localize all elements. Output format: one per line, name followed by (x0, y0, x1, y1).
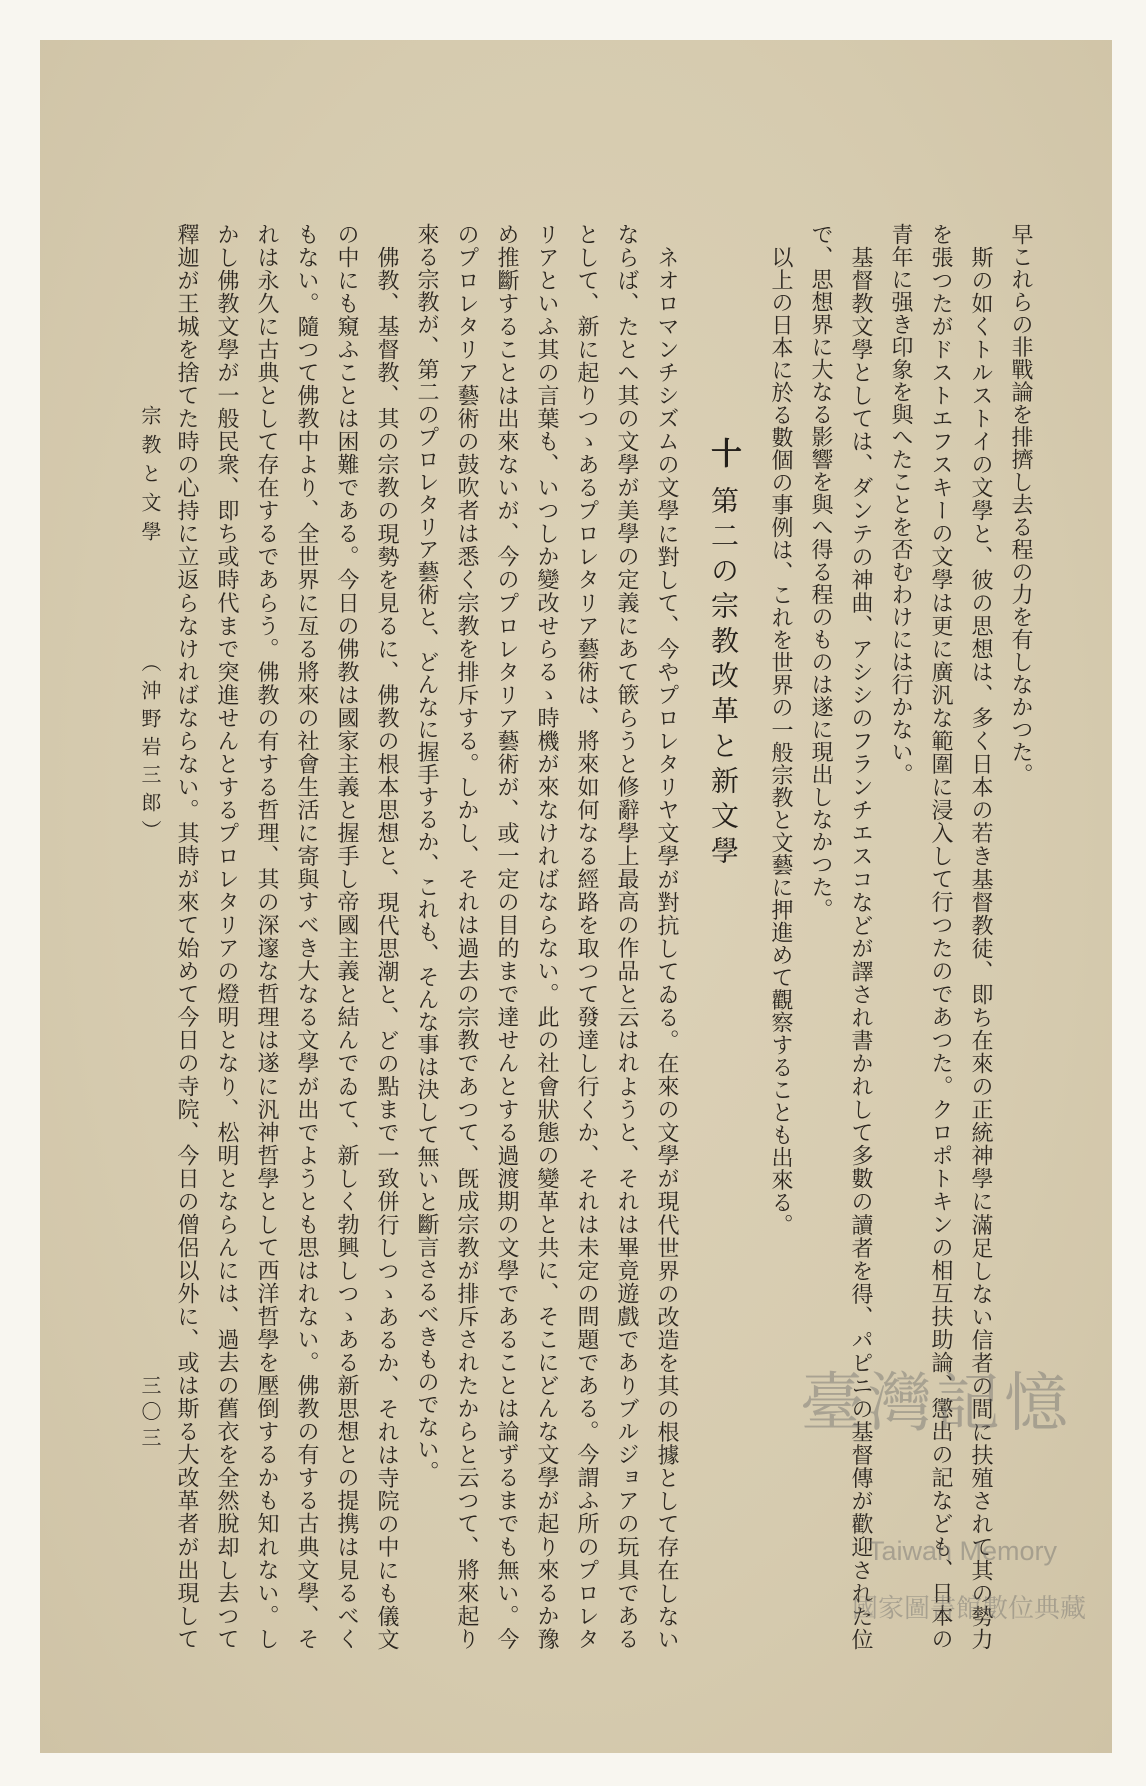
text-column: で、思想界に大なる影響を與へ得る程のものは遂に現出しなかつた。 (808, 223, 833, 921)
section-title: 第二の宗教改革と新文學 (707, 486, 740, 871)
running-title: 宗教と文學 (138, 405, 162, 550)
text-column: れは永久に古典として存在するであらう。佛教の有する哲理、其の深邃な哲理は遂に汎神哲學として西洋哲學を壓倒するかも知れない。し (254, 223, 279, 1650)
text-column: として、新に起りつゝあるプロレタリア藝術は、將來如何なる經路を取つて發達し行くか、それは未定の問題である。今謂ふ所のプロレタ (574, 223, 599, 1650)
text-column: ネオロマンチシズムの文學に對して、今やプロレタリヤ文學が對抗してゐる。在來の文學が現代世界の改造を其の根據として存在しない (654, 245, 679, 1650)
text-column: のプロレタリア藝術の鼓吹者は悉く宗教を排斥する。しかし、それは過去の宗教であつて、旣成宗教が排斥されたからと云つて、將來起り (454, 223, 479, 1650)
page-number: 三〇三 (138, 1375, 162, 1453)
text-column: の中にも窺ふことは困難である。今日の佛教は國家主義と握手し帝國主義と結んでゐて、新しく勃興しつゝある新思想との提携は見るべく (334, 223, 359, 1650)
section-number: 十 (705, 437, 741, 468)
watermark-english: Taiwan Memory (868, 1536, 1058, 1566)
text-column: 佛教、基督教、其の宗教の現勢を見るに、佛教の根本思想と、現代思潮と、どの點まで一致併行しつゝあるか、それは寺院の中にも儀文 (374, 245, 399, 1650)
watermark-institution: 國家圖書館數位典藏 (852, 1594, 1087, 1624)
text-column: 基督教文學としては、ダンテの神曲、アシシのフランチエスコなどが譯され書かれして多數の讀者を得、パピニの基督傳が歡迎された位 (848, 245, 873, 1650)
text-column: め推斷することは出來ないが、今のプロレタリア藝術が、或一定の目的まで達せんとする過渡期の文學であることは論ずるまでも無い。今 (494, 223, 519, 1650)
text-column: 來る宗教が、第二のプロレタリア藝術と、どんなに握手するか、これも、そんな事は決して無いと斷言さるべきものでない。 (414, 223, 439, 1483)
text-column: かし佛教文學が一般民衆、即ち或時代まで突進せんとするプロレタリアの燈明となり、松明とならんには、過去の舊衣を全然脫却し去つて (214, 223, 239, 1650)
text-column: 青年に强き印象を與へたことを否むわけには行かない。 (888, 223, 913, 786)
text-column: ならば、たとへ其の文學が美學の定義にあて篏らうと修辭學上最高の作品と云はれようと、それは畢竟遊戲でありブルジョアの玩具である (614, 223, 639, 1650)
author-name: （沖野岩三郎） (138, 652, 162, 848)
text-column: 釋迦が王城を捨てた時の心持に立返らなければならない。其時が來て始めて今日の寺院、今日の僧侶以外に、或は斯る大改革者が出現して (174, 223, 199, 1650)
text-column: を張つたがドストエフスキーの文學は更に廣汎な範圍に浸入して行つたのであつた。クロポトキンの相互扶助論、懲出の記なども、日本の (928, 223, 953, 1650)
text-column: 以上の日本に於る數個の事例は、これを世界の一般宗教と文藝に押進めて觀察することも出來る。 (768, 245, 793, 1236)
text-column: 斯の如くトルストイの文學と、彼の思想は、多く日本の若き基督教徒、即ち在來の正統神學に滿足しない信者の間に扶殖されて其の勢力 (968, 245, 993, 1650)
text-column: もない。隨つて佛教中より、全世界に亙る將來の社會生活に寄與すべき大なる文學が出でようとも思はれない。佛教の有する古典文學、そ (294, 223, 319, 1650)
text-column: リアといふ其の言葉も、いつしか變改せらるゝ時機が來なければならない。此の社會狀態の變革と共に、そこにどんな文學が起り來るか豫 (534, 223, 559, 1650)
watermark-logo: 臺灣記憶 (800, 1367, 1072, 1441)
text-column: 早これらの非戰論を排擠し去る程の力を有しなかつた。 (1008, 223, 1033, 786)
section-heading (686, 223, 760, 1650)
